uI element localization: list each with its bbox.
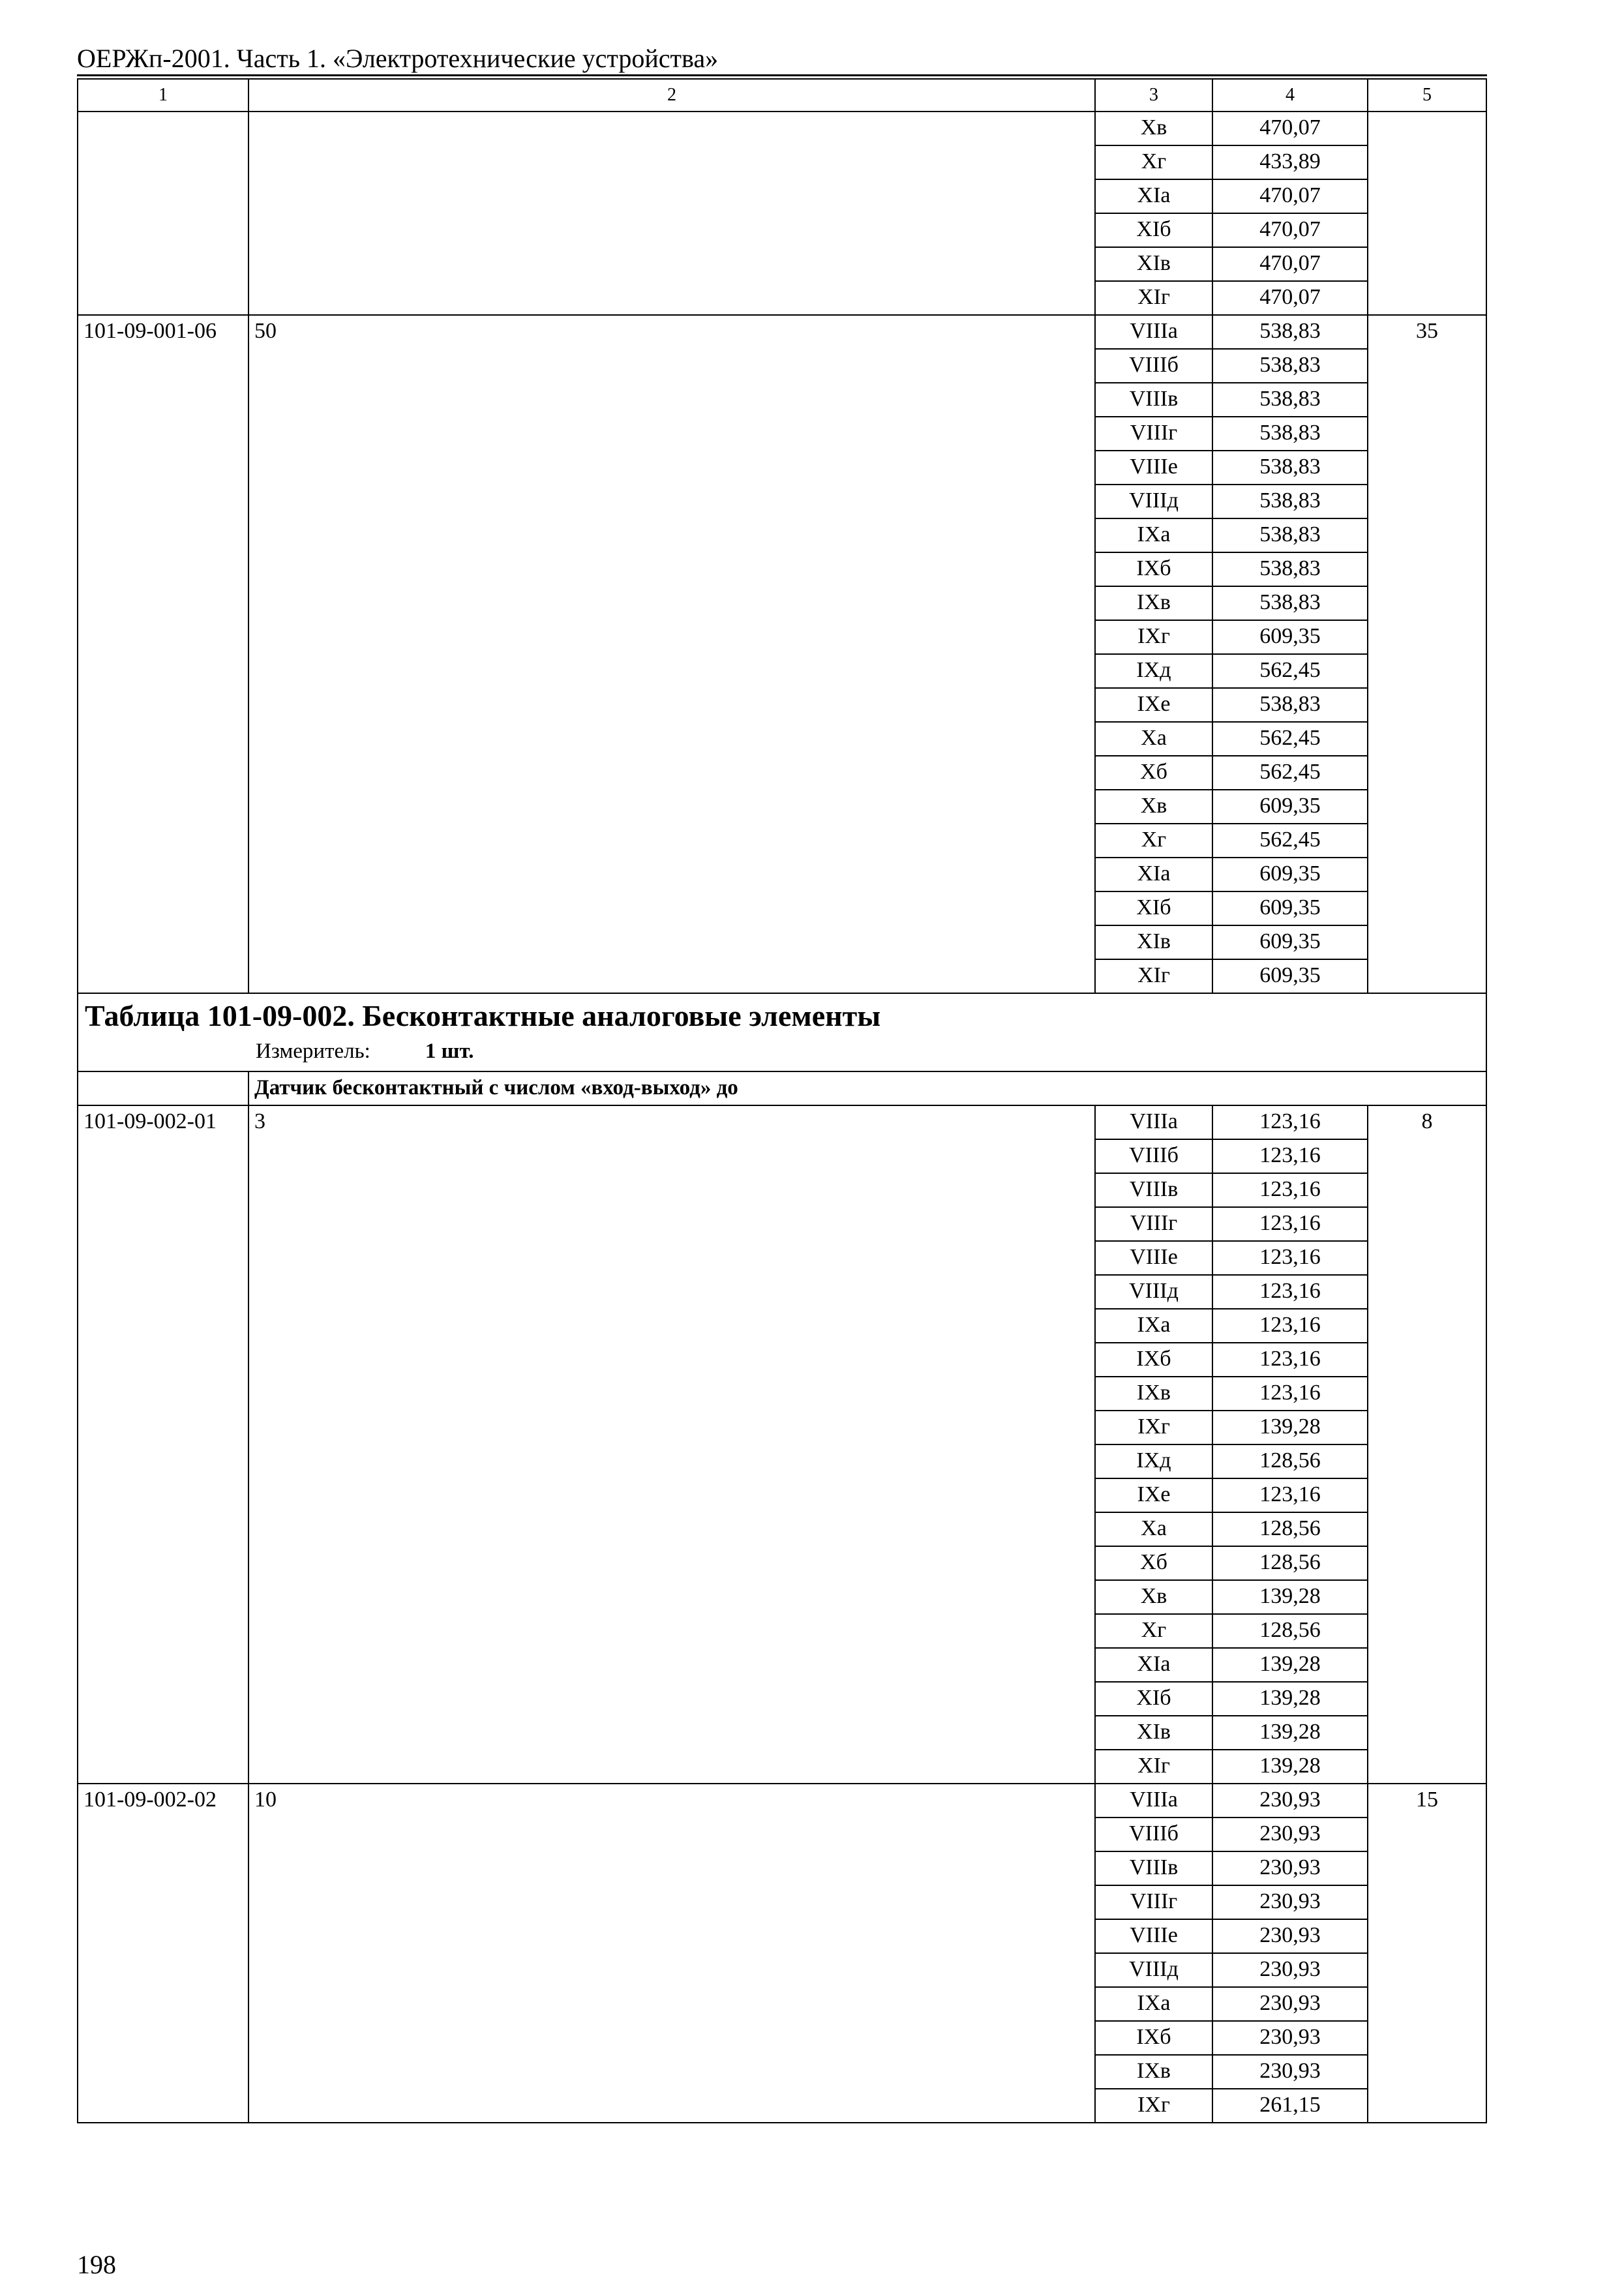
zone-cell: Xа [1095, 1512, 1212, 1546]
zone-cell: VIIIв [1095, 1173, 1212, 1207]
price-cell: 230,93 [1212, 2021, 1368, 2055]
price-cell: 433,89 [1212, 145, 1368, 179]
price-cell: 139,28 [1212, 1682, 1368, 1716]
zone-cell: IXд [1095, 1444, 1212, 1478]
item-parameter-cont [248, 112, 1095, 315]
section-title-row [78, 993, 1486, 1071]
item-code: 101-09-001-06 [78, 315, 248, 993]
zone-cell: IXа [1095, 518, 1212, 552]
price-cell: 123,16 [1212, 1343, 1368, 1377]
zone-cell: IXв [1095, 2055, 1212, 2089]
zone-cell: VIIIа [1095, 315, 1212, 349]
zone-cell: XIа [1095, 858, 1212, 891]
zone-cell: Xг [1095, 145, 1212, 179]
price-cell: 609,35 [1212, 959, 1368, 993]
price-cell: 123,16 [1212, 1105, 1368, 1139]
price-cell: 128,56 [1212, 1444, 1368, 1478]
price-cell: 128,56 [1212, 1614, 1368, 1648]
zone-cell: Xв [1095, 790, 1212, 824]
price-cell: 123,16 [1212, 1478, 1368, 1512]
item-code: 101-09-002-01 [78, 1105, 248, 1784]
rates-table-body [78, 79, 1486, 2123]
item-col5: 15 [1368, 1784, 1486, 2123]
page-header-title: ОЕРЖп-2001. Часть 1. «Электротехнические устройства» [77, 44, 719, 73]
zone-cell: VIIIб [1095, 1818, 1212, 1851]
price-cell: 230,93 [1212, 1987, 1368, 2021]
zone-cell: VIIIа [1095, 1784, 1212, 1818]
price-cell: 470,07 [1212, 112, 1368, 145]
measure-value: 1 шт. [425, 1040, 474, 1063]
zone-cell: XIг [1095, 281, 1212, 315]
zone-cell: XIв [1095, 247, 1212, 281]
zone-cell: VIIIг [1095, 1885, 1212, 1919]
price-cell: 123,16 [1212, 1275, 1368, 1309]
price-cell: 230,93 [1212, 1919, 1368, 1953]
item-col5: 35 [1368, 315, 1486, 993]
zone-cell: IXа [1095, 1309, 1212, 1343]
price-cell: 230,93 [1212, 1784, 1368, 1818]
price-cell: 470,07 [1212, 247, 1368, 281]
subheader-empty-cell [78, 1071, 248, 1105]
price-cell: 139,28 [1212, 1716, 1368, 1750]
item-code: 101-09-002-02 [78, 1784, 248, 2123]
zone-cell: IXд [1095, 654, 1212, 688]
price-cell: 139,28 [1212, 1411, 1368, 1444]
column-number: 2 [248, 79, 1095, 112]
price-cell: 538,83 [1212, 485, 1368, 518]
zone-cell: IXб [1095, 552, 1212, 586]
item-parameter: 3 [248, 1105, 1095, 1784]
zone-cell: IXб [1095, 1343, 1212, 1377]
zone-cell: IXг [1095, 1411, 1212, 1444]
item-parameter: 50 [248, 315, 1095, 993]
price-cell: 139,28 [1212, 1648, 1368, 1682]
price-cell: 230,93 [1212, 1953, 1368, 1987]
price-cell: 230,93 [1212, 1851, 1368, 1885]
price-cell: 562,45 [1212, 824, 1368, 858]
zone-cell: VIIIв [1095, 1851, 1212, 1885]
zone-cell: XIа [1095, 1648, 1212, 1682]
column-number: 4 [1212, 79, 1368, 112]
price-cell: 538,83 [1212, 417, 1368, 451]
table-row [78, 1784, 1486, 1818]
price-cell: 538,83 [1212, 383, 1368, 417]
zone-cell: Xа [1095, 722, 1212, 756]
price-cell: 609,35 [1212, 858, 1368, 891]
rates-table [77, 78, 1487, 2123]
price-cell: 123,16 [1212, 1377, 1368, 1411]
zone-cell: VIIIг [1095, 1207, 1212, 1241]
price-cell: 609,35 [1212, 925, 1368, 959]
item-parameter: 10 [248, 1784, 1095, 2123]
zone-cell: Xг [1095, 824, 1212, 858]
price-cell: 123,16 [1212, 1207, 1368, 1241]
price-cell: 538,83 [1212, 518, 1368, 552]
zone-cell: VIIIа [1095, 1105, 1212, 1139]
price-cell: 609,35 [1212, 620, 1368, 654]
zone-cell: XIб [1095, 891, 1212, 925]
price-cell: 470,07 [1212, 281, 1368, 315]
zone-cell: Xб [1095, 1546, 1212, 1580]
measure-label: Измеритель: [256, 1040, 370, 1063]
column-number: 3 [1095, 79, 1212, 112]
price-cell: 470,07 [1212, 179, 1368, 213]
table-row [78, 1105, 1486, 1139]
zone-cell: VIIIг [1095, 417, 1212, 451]
item-code-cont [78, 112, 248, 315]
zone-cell: XIб [1095, 1682, 1212, 1716]
price-cell: 538,83 [1212, 451, 1368, 485]
zone-cell: XIв [1095, 925, 1212, 959]
item-col5-cont [1368, 112, 1486, 315]
price-cell: 562,45 [1212, 654, 1368, 688]
price-cell: 139,28 [1212, 1750, 1368, 1784]
price-cell: 128,56 [1212, 1512, 1368, 1546]
zone-cell: Xв [1095, 112, 1212, 145]
subheader-row [78, 1071, 1486, 1105]
price-cell: 609,35 [1212, 790, 1368, 824]
zone-cell: IXв [1095, 1377, 1212, 1411]
price-cell: 562,45 [1212, 756, 1368, 790]
zone-cell: IXе [1095, 688, 1212, 722]
price-cell: 538,83 [1212, 315, 1368, 349]
zone-cell: VIIIе [1095, 451, 1212, 485]
zone-cell: VIIIб [1095, 1139, 1212, 1173]
zone-cell: VIIIб [1095, 349, 1212, 383]
column-number: 5 [1368, 79, 1486, 112]
zone-cell: Xг [1095, 1614, 1212, 1648]
zone-cell: IXб [1095, 2021, 1212, 2055]
price-cell: 609,35 [1212, 891, 1368, 925]
zone-cell: IXе [1095, 1478, 1212, 1512]
price-cell: 123,16 [1212, 1309, 1368, 1343]
zone-cell: IXг [1095, 2089, 1212, 2123]
header-rule [77, 74, 1487, 76]
price-cell: 128,56 [1212, 1546, 1368, 1580]
price-cell: 261,15 [1212, 2089, 1368, 2123]
price-cell: 123,16 [1212, 1241, 1368, 1275]
zone-cell: Xб [1095, 756, 1212, 790]
price-cell: 123,16 [1212, 1173, 1368, 1207]
measure-line [85, 1036, 1481, 1067]
zone-cell: XIа [1095, 179, 1212, 213]
price-cell: 470,07 [1212, 213, 1368, 247]
zone-cell: VIIIд [1095, 1953, 1212, 1987]
page-number: 198 [77, 2250, 116, 2279]
section-title-cell [78, 993, 1486, 1071]
zone-cell: XIб [1095, 213, 1212, 247]
zone-cell: VIIIе [1095, 1919, 1212, 1953]
price-cell: 538,83 [1212, 349, 1368, 383]
table-row [78, 112, 1486, 145]
price-cell: 139,28 [1212, 1580, 1368, 1614]
zone-cell: XIв [1095, 1716, 1212, 1750]
zone-cell: IXв [1095, 586, 1212, 620]
price-cell: 230,93 [1212, 1818, 1368, 1851]
price-cell: 123,16 [1212, 1139, 1368, 1173]
price-cell: 230,93 [1212, 1885, 1368, 1919]
price-cell: 538,83 [1212, 688, 1368, 722]
zone-cell: XIг [1095, 1750, 1212, 1784]
section-title: Таблица 101-09-002. Бесконтактные аналоговые элементы [85, 999, 881, 1032]
zone-cell: XIг [1095, 959, 1212, 993]
subheader-text: Датчик бесконтактный с числом «вход-выход» до [248, 1071, 1486, 1105]
price-cell: 562,45 [1212, 722, 1368, 756]
price-cell: 538,83 [1212, 586, 1368, 620]
zone-cell: Xв [1095, 1580, 1212, 1614]
zone-cell: VIIIд [1095, 485, 1212, 518]
column-number-row [78, 79, 1486, 112]
column-number: 1 [78, 79, 248, 112]
zone-cell: VIIIв [1095, 383, 1212, 417]
table-row [78, 315, 1486, 349]
price-cell: 538,83 [1212, 552, 1368, 586]
zone-cell: IXа [1095, 1987, 1212, 2021]
zone-cell: IXг [1095, 620, 1212, 654]
item-col5: 8 [1368, 1105, 1486, 1784]
zone-cell: VIIIе [1095, 1241, 1212, 1275]
zone-cell: VIIIд [1095, 1275, 1212, 1309]
price-cell: 230,93 [1212, 2055, 1368, 2089]
